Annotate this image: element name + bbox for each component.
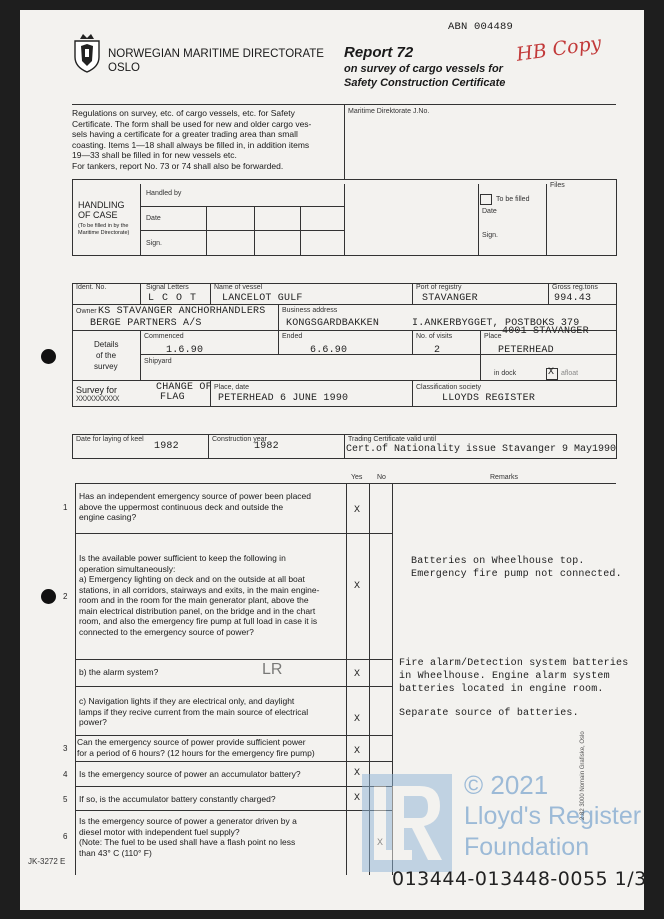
question-2c-line-2: lamps if they recive current from the main source of electrical bbox=[79, 706, 309, 717]
question-2b-yes[interactable]: X bbox=[354, 669, 361, 680]
remarks-header: Remarks bbox=[490, 474, 519, 481]
remark-q2b-line-3: batteries located in engine room. bbox=[399, 684, 604, 695]
question-number-2: 2 bbox=[63, 592, 68, 601]
intro-line-1: Regulations on survey, etc. of cargo vessels, etc. for Safety bbox=[72, 108, 295, 118]
question-2-line-1: Is the available power sufficient to keep the following in bbox=[79, 553, 286, 563]
question-1-line-2: above the uppermost continuous deck and outside the bbox=[79, 501, 284, 512]
ended-label: Ended bbox=[282, 333, 303, 340]
question-number-4: 4 bbox=[63, 770, 68, 779]
business-line-3: 4001 STAVANGER bbox=[502, 326, 589, 337]
handled-by-label: Handled by bbox=[146, 190, 182, 197]
question-4-yes[interactable]: X bbox=[354, 768, 361, 779]
directorate-city: OSLO bbox=[108, 62, 140, 74]
question-number-1: 1 bbox=[63, 503, 68, 512]
question-2c-line-1: c) Navigation lights if they are electrical only, and daylight bbox=[79, 696, 295, 706]
visits-label: No. of visits bbox=[416, 333, 453, 340]
question-1-line-1: Has an independent emergency source of power been placed bbox=[79, 491, 312, 501]
place-date-label: Place, date bbox=[214, 384, 250, 391]
printer-note: 2.82 3000 Nomain Grafiske, Oslo bbox=[580, 731, 586, 820]
sign-label-2: Sign. bbox=[482, 232, 498, 239]
owner-line-1: KS STAVANGER ANCHORHANDLERS bbox=[98, 306, 266, 317]
question-5-line-1: If so, is the accumulator battery constantly charged? bbox=[79, 794, 276, 804]
question-3-line-1: Can the emergency source of power provide sufficient power bbox=[77, 737, 306, 747]
keel-value: 1982 bbox=[154, 441, 179, 452]
directorate-name: NORWEGIAN MARITIME DIRECTORATE bbox=[108, 48, 324, 60]
place-date-value: PETERHEAD 6 JUNE 1990 bbox=[218, 393, 349, 404]
handwritten-reference: 013444-013448-0055 1/3 bbox=[392, 868, 647, 890]
files-label: Files bbox=[550, 182, 565, 189]
class-society-value: LLOYDS REGISTER bbox=[442, 393, 536, 404]
survey-for-label: Survey for bbox=[76, 385, 118, 395]
question-2-line-7: room, and also the emergency fire pump at full load in case it is bbox=[79, 616, 318, 626]
document-page bbox=[20, 10, 647, 910]
construction-year-value: 1982 bbox=[254, 441, 279, 452]
details-label-1: Details bbox=[94, 340, 119, 349]
question-2-yes[interactable]: X bbox=[354, 581, 361, 592]
question-6-line-2: diesel motor with independent fuel supply? bbox=[79, 826, 240, 837]
question-2-line-4: stations, in all corridors, stairways and exits, in the main engine- bbox=[79, 584, 320, 595]
remark-q2c-line-1: Separate source of batteries. bbox=[399, 708, 579, 719]
question-2-line-5: room and in the room for the main generator plant, above the bbox=[79, 595, 309, 605]
intro-line-2: Certificate. The form shall be used for new and older cargo ves- bbox=[72, 118, 312, 129]
question-2-line-2: operation simultaneously: bbox=[79, 563, 176, 574]
question-2-line-3: a) Emergency lighting on deck and on the outside at all boat bbox=[79, 574, 305, 584]
business-address-label: Business address bbox=[282, 307, 338, 314]
ended-value: 6.6.90 bbox=[310, 345, 348, 356]
shipyard-label: Shipyard bbox=[144, 358, 172, 365]
handling-note-2: Maritime Directorate) bbox=[78, 230, 130, 236]
vessel-name-value: LANCELOT GULF bbox=[222, 293, 303, 304]
construction-year-label: Construction year bbox=[212, 436, 267, 443]
watermark-foundation: Foundation bbox=[464, 833, 590, 861]
no-header: No bbox=[377, 474, 386, 481]
commenced-label: Commenced bbox=[144, 333, 184, 340]
jno-label: Maritime Direktorate J.No. bbox=[348, 108, 430, 115]
remark-q2-line-2: Emergency fire pump not connected. bbox=[411, 569, 622, 580]
question-number-6: 6 bbox=[63, 832, 68, 841]
question-3-line-2: for a period of 6 hours? (12 hours for the emergency fire pump) bbox=[77, 747, 315, 758]
watermark-year: © 2021 bbox=[464, 770, 549, 800]
handling-note-1: (To be filled in by the bbox=[78, 223, 129, 229]
trading-cert-label: Trading Certificate valid until bbox=[348, 436, 437, 443]
question-3-yes[interactable]: X bbox=[354, 746, 361, 757]
to-be-filed-checkbox[interactable] bbox=[480, 194, 492, 205]
form-code: JK-3272 E bbox=[28, 857, 66, 866]
keel-label: Date for laying of keel bbox=[76, 436, 144, 443]
watermark-name: Lloyd's Register bbox=[464, 802, 642, 830]
norwegian-crest-icon bbox=[72, 33, 102, 73]
logo-initials: LR bbox=[262, 661, 283, 678]
intro-line-4: coasting. Items 1—18 shall always be filled in, in addition items bbox=[72, 139, 310, 150]
class-society-label: Classification society bbox=[416, 384, 481, 391]
details-label-3: survey bbox=[94, 362, 118, 371]
date-label-2: Date bbox=[482, 208, 497, 215]
question-6-line-4: than 43° C (110° F) bbox=[79, 847, 152, 858]
survey-for-value-1: CHANGE OF bbox=[156, 382, 212, 393]
date-label: Date bbox=[146, 215, 161, 222]
question-2c-line-3: power? bbox=[79, 717, 107, 727]
afloat-mark: X bbox=[548, 367, 555, 378]
report-subtitle-2: Safety Construction Certificate bbox=[344, 77, 506, 89]
sign-label: Sign. bbox=[146, 240, 162, 247]
question-4-line-1: Is the emergency source of power an accumulator battery? bbox=[79, 769, 301, 779]
abn-number: ABN 004489 bbox=[448, 21, 514, 33]
question-6-line-1: Is the emergency source of power a generator driven by a bbox=[79, 816, 297, 826]
to-be-filed-label: To be filled bbox=[496, 196, 530, 203]
question-2c-yes[interactable]: X bbox=[354, 714, 361, 725]
owner-line-2: BERGE PARTNERS A/S bbox=[90, 318, 202, 329]
remark-q2b-line-1: Fire alarm/Detection system batteries bbox=[399, 658, 629, 669]
place-label: Place bbox=[484, 333, 502, 340]
question-2-line-8: connected to the emergency source of power? bbox=[79, 626, 254, 637]
question-6-line-3: (Note: The fuel to be used shall have a flash point no less bbox=[79, 837, 296, 847]
port-label: Port of registry bbox=[416, 284, 462, 291]
intro-line-3: sels having a certificate for a greater trading area than small bbox=[72, 129, 298, 139]
ident-label: Ident. No. bbox=[76, 284, 107, 291]
signal-value: L C O T bbox=[148, 293, 198, 304]
handwritten-copy-mark: HB Copy bbox=[514, 32, 603, 66]
question-2b-line-1: b) the alarm system? bbox=[79, 667, 159, 677]
port-value: STAVANGER bbox=[422, 293, 478, 304]
handling-title-1: HANDLING bbox=[78, 200, 125, 210]
report-subtitle-1: on survey of cargo vessels for bbox=[344, 63, 503, 75]
gross-tons-value: 994.43 bbox=[554, 293, 592, 304]
gross-tons-label: Gross reg.tons bbox=[552, 284, 598, 291]
punch-hole-bottom bbox=[41, 589, 56, 604]
yes-header: Yes bbox=[351, 474, 363, 481]
survey-for-value-2: FLAG bbox=[160, 392, 185, 403]
question-1-line-3: engine casing? bbox=[79, 512, 137, 522]
remark-q2b-line-2: in Wheelhouse. Engine alarm system bbox=[399, 671, 610, 682]
question-number-3: 3 bbox=[63, 744, 68, 753]
intro-line-6: For tankers, report No. 73 or 74 shall also be forwarded. bbox=[72, 160, 284, 171]
signal-label: Signal Letters bbox=[146, 284, 189, 291]
visits-value: 2 bbox=[434, 345, 441, 356]
survey-for-struck: XXXXXXXXXX bbox=[76, 395, 120, 404]
details-label-2: of the bbox=[96, 351, 117, 360]
owner-label: Owner bbox=[76, 308, 97, 315]
vessel-name-label: Name of vessel bbox=[214, 284, 263, 291]
question-number-5: 5 bbox=[63, 795, 68, 804]
question-2-line-6: main electrical distribution panel, on the bridge and in the chart bbox=[79, 605, 316, 616]
commenced-value: 1.6.90 bbox=[166, 345, 204, 356]
lloyds-register-logo bbox=[262, 661, 452, 872]
handling-title-2: OF CASE bbox=[78, 210, 118, 220]
question-1-yes[interactable]: X bbox=[354, 505, 361, 516]
punch-hole-top bbox=[41, 349, 56, 364]
afloat-label: afloat bbox=[561, 370, 579, 377]
business-line-1: KONGSGARDBAKKEN bbox=[286, 318, 380, 329]
intro-line-5: 19—33 shall be filled in for new vessels etc. bbox=[72, 150, 237, 160]
remark-q2-line-1: Batteries on Wheelhouse top. bbox=[411, 556, 585, 567]
business-line-2: I.ANKERBYGGET, POSTBOKS 379 bbox=[412, 318, 580, 329]
trading-cert-value: Cert.of Nationality issue Stavanger 9 May1990 bbox=[346, 444, 617, 455]
report-title: Report 72 bbox=[344, 44, 414, 61]
question-5-yes[interactable]: X bbox=[354, 793, 361, 804]
in-dock-label: in dock bbox=[494, 370, 517, 377]
place-value: PETERHEAD bbox=[498, 345, 554, 356]
